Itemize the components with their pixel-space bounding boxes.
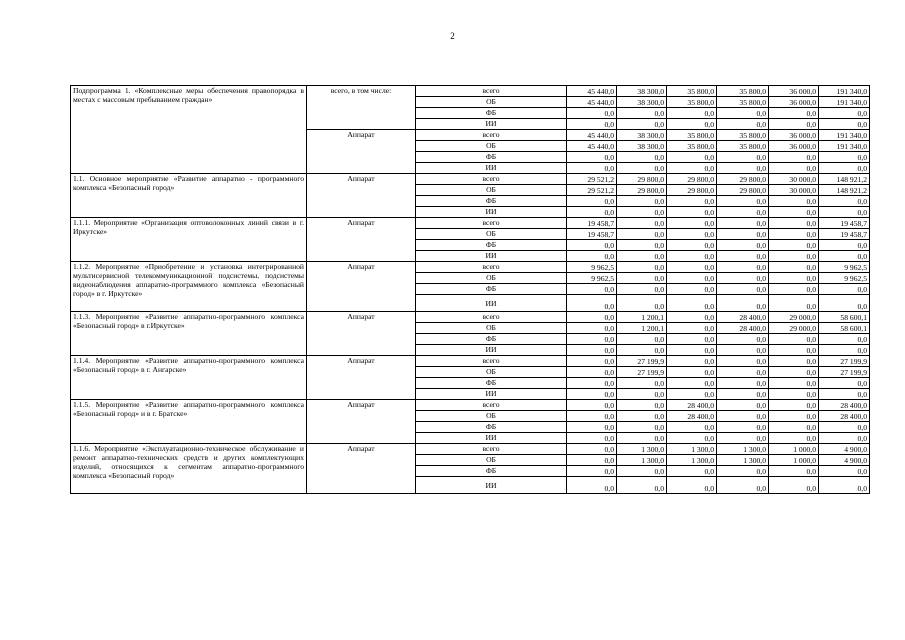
total-amount-cell: 0,0: [819, 334, 870, 345]
amount-cell: 0,0: [717, 389, 769, 400]
funding-source-cell: ИИ: [416, 389, 567, 400]
amount-cell: 19 458,7: [567, 229, 617, 240]
amount-cell: 0,0: [667, 284, 717, 295]
activity-name-cell: 1.1.5. Мероприятие «Развитие аппаратно-программного комплекса «Безопасный город» и в г. Братске»: [71, 400, 307, 444]
amount-cell: 0,0: [769, 196, 819, 207]
amount-cell: 0,0: [769, 367, 819, 378]
amount-cell: 0,0: [567, 284, 617, 295]
amount-cell: 29 800,0: [617, 185, 667, 196]
total-amount-cell: 28 400,0: [819, 400, 870, 411]
amount-cell: 0,0: [567, 433, 617, 444]
amount-cell: 0,0: [717, 422, 769, 433]
total-amount-cell: 0,0: [819, 345, 870, 356]
amount-cell: 0,0: [717, 400, 769, 411]
funding-source-cell: ОБ: [416, 185, 567, 196]
amount-cell: 29 000,0: [769, 312, 819, 323]
total-amount-cell: 0,0: [819, 389, 870, 400]
total-amount-cell: 148 921,2: [819, 185, 870, 196]
amount-cell: 0,0: [769, 356, 819, 367]
total-amount-cell: 19 458,7: [819, 218, 870, 229]
total-amount-cell: 191 340,0: [819, 86, 870, 97]
table-row: [71, 356, 870, 367]
amount-cell: 0,0: [617, 207, 667, 218]
funding-source-cell: всего: [416, 218, 567, 229]
amount-cell: 0,0: [717, 163, 769, 174]
responsible-cell: Аппарат: [307, 218, 416, 262]
funding-source-cell: ИИ: [416, 295, 567, 312]
page-number: 2: [450, 31, 455, 41]
amount-cell: 0,0: [717, 273, 769, 284]
amount-cell: 0,0: [617, 389, 667, 400]
funding-source-cell: всего: [416, 174, 567, 185]
amount-cell: 35 800,0: [717, 97, 769, 108]
amount-cell: 35 800,0: [667, 97, 717, 108]
amount-cell: 29 800,0: [617, 174, 667, 185]
amount-cell: 0,0: [717, 284, 769, 295]
amount-cell: 0,0: [667, 295, 717, 312]
amount-cell: 45 440,0: [567, 86, 617, 97]
amount-cell: 1 300,0: [717, 444, 769, 455]
amount-cell: 0,0: [567, 444, 617, 455]
activity-name-cell: 1.1. Основное мероприятие «Развитие аппаратно - программного комплекса «Безопасный город»: [71, 174, 307, 218]
amount-cell: 0,0: [769, 400, 819, 411]
funding-source-cell: ОБ: [416, 229, 567, 240]
amount-cell: 0,0: [717, 411, 769, 422]
amount-cell: 0,0: [769, 119, 819, 130]
amount-cell: 0,0: [617, 433, 667, 444]
amount-cell: 0,0: [769, 295, 819, 312]
total-amount-cell: 0,0: [819, 378, 870, 389]
activity-name-cell: 1.1.4. Мероприятие «Развитие аппаратно-программного комплекса «Безопасный город» в г. Ангарске»: [71, 356, 307, 400]
amount-cell: 0,0: [667, 367, 717, 378]
amount-cell: 45 440,0: [567, 141, 617, 152]
amount-cell: 0,0: [567, 295, 617, 312]
amount-cell: 0,0: [667, 323, 717, 334]
funding-source-cell: всего: [416, 444, 567, 455]
funding-source-cell: ОБ: [416, 97, 567, 108]
amount-cell: 29 800,0: [667, 185, 717, 196]
amount-cell: 38 300,0: [617, 86, 667, 97]
funding-table: [70, 85, 870, 494]
funding-source-cell: ФБ: [416, 152, 567, 163]
amount-cell: 0,0: [717, 119, 769, 130]
amount-cell: 1 000,0: [769, 455, 819, 466]
amount-cell: 0,0: [617, 334, 667, 345]
total-amount-cell: 0,0: [819, 477, 870, 494]
table-row: [71, 400, 870, 411]
total-amount-cell: 0,0: [819, 119, 870, 130]
funding-source-cell: ИИ: [416, 207, 567, 218]
amount-cell: 0,0: [667, 356, 717, 367]
amount-cell: 0,0: [717, 295, 769, 312]
amount-cell: 28 400,0: [667, 411, 717, 422]
amount-cell: 30 000,0: [769, 185, 819, 196]
amount-cell: 36 000,0: [769, 97, 819, 108]
responsible-cell: Аппарат: [307, 444, 416, 494]
funding-source-cell: ФБ: [416, 422, 567, 433]
amount-cell: 0,0: [769, 389, 819, 400]
amount-cell: 0,0: [617, 152, 667, 163]
total-amount-cell: 191 340,0: [819, 130, 870, 141]
funding-source-cell: ИИ: [416, 251, 567, 262]
total-amount-cell: 0,0: [819, 152, 870, 163]
amount-cell: 0,0: [567, 389, 617, 400]
amount-cell: 0,0: [617, 108, 667, 119]
activity-name-cell: 1.1.6. Мероприятие «Эксплуатационно-техническое обслуживание и ремонт аппаратно-технических средств и других комплектующих изделий, относящихся к сегментам аппаратно-программного комплекса «Безопасный город»: [71, 444, 307, 494]
amount-cell: 0,0: [617, 196, 667, 207]
amount-cell: 38 300,0: [617, 130, 667, 141]
amount-cell: 1 000,0: [769, 444, 819, 455]
amount-cell: 0,0: [567, 207, 617, 218]
amount-cell: 9 962,5: [567, 262, 617, 273]
amount-cell: 0,0: [717, 196, 769, 207]
funding-source-cell: ОБ: [416, 273, 567, 284]
table-row: [71, 174, 870, 185]
total-amount-cell: 191 340,0: [819, 97, 870, 108]
amount-cell: 0,0: [567, 312, 617, 323]
amount-cell: 0,0: [667, 312, 717, 323]
amount-cell: 1 300,0: [667, 444, 717, 455]
amount-cell: 0,0: [667, 119, 717, 130]
amount-cell: 0,0: [617, 477, 667, 494]
amount-cell: 35 800,0: [717, 130, 769, 141]
amount-cell: 0,0: [667, 433, 717, 444]
amount-cell: 1 300,0: [617, 444, 667, 455]
amount-cell: 35 800,0: [667, 130, 717, 141]
amount-cell: 0,0: [717, 240, 769, 251]
total-amount-cell: 4 900,0: [819, 455, 870, 466]
amount-cell: 29 521,2: [567, 185, 617, 196]
total-amount-cell: 0,0: [819, 251, 870, 262]
amount-cell: 38 300,0: [617, 141, 667, 152]
amount-cell: 29 521,2: [567, 174, 617, 185]
total-amount-cell: 19 458,7: [819, 229, 870, 240]
amount-cell: 0,0: [769, 262, 819, 273]
amount-cell: 0,0: [617, 218, 667, 229]
amount-cell: 0,0: [617, 119, 667, 130]
amount-cell: 30 000,0: [769, 174, 819, 185]
amount-cell: 0,0: [717, 345, 769, 356]
amount-cell: 0,0: [617, 466, 667, 477]
amount-cell: 29 800,0: [717, 174, 769, 185]
amount-cell: 1 200,1: [617, 323, 667, 334]
total-amount-cell: 0,0: [819, 284, 870, 295]
amount-cell: 0,0: [769, 334, 819, 345]
amount-cell: 1 300,0: [717, 455, 769, 466]
funding-source-cell: ФБ: [416, 378, 567, 389]
amount-cell: 29 000,0: [769, 323, 819, 334]
amount-cell: 0,0: [567, 240, 617, 251]
responsible-cell: Аппарат: [307, 356, 416, 400]
funding-source-cell: всего: [416, 86, 567, 97]
table-row: [71, 262, 870, 273]
amount-cell: 0,0: [567, 466, 617, 477]
amount-cell: 0,0: [717, 251, 769, 262]
amount-cell: 0,0: [567, 400, 617, 411]
funding-source-cell: ИИ: [416, 119, 567, 130]
responsible-cell: всего, в том числе:: [307, 86, 416, 130]
funding-source-cell: ОБ: [416, 367, 567, 378]
amount-cell: 0,0: [769, 218, 819, 229]
amount-cell: 0,0: [617, 240, 667, 251]
amount-cell: 0,0: [769, 378, 819, 389]
amount-cell: 0,0: [667, 196, 717, 207]
amount-cell: 0,0: [567, 163, 617, 174]
amount-cell: 45 440,0: [567, 97, 617, 108]
total-amount-cell: 0,0: [819, 163, 870, 174]
amount-cell: 38 300,0: [617, 97, 667, 108]
amount-cell: 0,0: [667, 229, 717, 240]
total-amount-cell: 191 340,0: [819, 141, 870, 152]
amount-cell: 0,0: [567, 334, 617, 345]
total-amount-cell: 0,0: [819, 108, 870, 119]
amount-cell: 0,0: [567, 356, 617, 367]
amount-cell: 0,0: [617, 251, 667, 262]
amount-cell: 0,0: [717, 356, 769, 367]
amount-cell: 0,0: [769, 284, 819, 295]
funding-source-cell: всего: [416, 312, 567, 323]
activity-name-cell: 1.1.1. Мероприятие «Организация оптоволоконных линий связи в г. Иркутске»: [71, 218, 307, 262]
funding-source-cell: всего: [416, 356, 567, 367]
amount-cell: 27 199,9: [617, 356, 667, 367]
amount-cell: 29 800,0: [717, 185, 769, 196]
amount-cell: 0,0: [617, 273, 667, 284]
total-amount-cell: 27 199,9: [819, 367, 870, 378]
total-amount-cell: 4 900,0: [819, 444, 870, 455]
total-amount-cell: 0,0: [819, 240, 870, 251]
amount-cell: 0,0: [769, 207, 819, 218]
amount-cell: 19 458,7: [567, 218, 617, 229]
amount-cell: 0,0: [567, 152, 617, 163]
funding-source-cell: ОБ: [416, 411, 567, 422]
amount-cell: 0,0: [567, 367, 617, 378]
amount-cell: 0,0: [769, 433, 819, 444]
funding-source-cell: ФБ: [416, 466, 567, 477]
amount-cell: 0,0: [769, 466, 819, 477]
amount-cell: 0,0: [567, 422, 617, 433]
total-amount-cell: 0,0: [819, 207, 870, 218]
amount-cell: 0,0: [567, 345, 617, 356]
responsible-cell: Аппарат: [307, 262, 416, 312]
responsible-cell: Аппарат: [307, 174, 416, 218]
amount-cell: 0,0: [667, 477, 717, 494]
amount-cell: 1 200,1: [617, 312, 667, 323]
total-amount-cell: 0,0: [819, 433, 870, 444]
amount-cell: 0,0: [567, 477, 617, 494]
amount-cell: 0,0: [717, 207, 769, 218]
total-amount-cell: 0,0: [819, 295, 870, 312]
amount-cell: 27 199,9: [617, 367, 667, 378]
amount-cell: 0,0: [617, 345, 667, 356]
amount-cell: 0,0: [567, 455, 617, 466]
amount-cell: 0,0: [717, 218, 769, 229]
amount-cell: 9 962,5: [567, 273, 617, 284]
responsible-cell: Аппарат: [307, 312, 416, 356]
amount-cell: 0,0: [667, 334, 717, 345]
funding-source-cell: ИИ: [416, 477, 567, 494]
amount-cell: 0,0: [717, 378, 769, 389]
amount-cell: 0,0: [717, 477, 769, 494]
amount-cell: 0,0: [717, 433, 769, 444]
amount-cell: 0,0: [567, 108, 617, 119]
amount-cell: 0,0: [769, 240, 819, 251]
table-row: [71, 218, 870, 229]
amount-cell: 0,0: [717, 152, 769, 163]
funding-source-cell: ИИ: [416, 345, 567, 356]
amount-cell: 1 300,0: [617, 455, 667, 466]
amount-cell: 0,0: [617, 262, 667, 273]
amount-cell: 36 000,0: [769, 141, 819, 152]
amount-cell: 0,0: [617, 411, 667, 422]
funding-table-body: [71, 86, 870, 494]
amount-cell: 0,0: [717, 367, 769, 378]
amount-cell: 0,0: [567, 378, 617, 389]
amount-cell: 0,0: [717, 466, 769, 477]
amount-cell: 0,0: [567, 323, 617, 334]
table-row: [71, 444, 870, 455]
amount-cell: 35 800,0: [667, 86, 717, 97]
amount-cell: 0,0: [667, 422, 717, 433]
amount-cell: 0,0: [717, 229, 769, 240]
amount-cell: 0,0: [769, 108, 819, 119]
amount-cell: 0,0: [769, 251, 819, 262]
funding-source-cell: ИИ: [416, 163, 567, 174]
funding-source-cell: всего: [416, 130, 567, 141]
amount-cell: 0,0: [769, 273, 819, 284]
total-amount-cell: 0,0: [819, 422, 870, 433]
funding-source-cell: ОБ: [416, 323, 567, 334]
amount-cell: 45 440,0: [567, 130, 617, 141]
responsible-cell: Аппарат: [307, 400, 416, 444]
amount-cell: 0,0: [667, 389, 717, 400]
amount-cell: 0,0: [769, 229, 819, 240]
funding-source-cell: ФБ: [416, 196, 567, 207]
amount-cell: 28 400,0: [667, 400, 717, 411]
amount-cell: 35 800,0: [717, 86, 769, 97]
amount-cell: 0,0: [667, 251, 717, 262]
amount-cell: 0,0: [667, 466, 717, 477]
amount-cell: 29 800,0: [667, 174, 717, 185]
funding-source-cell: ФБ: [416, 284, 567, 295]
total-amount-cell: 148 921,2: [819, 174, 870, 185]
amount-cell: 0,0: [567, 196, 617, 207]
amount-cell: 0,0: [667, 152, 717, 163]
amount-cell: 0,0: [567, 251, 617, 262]
amount-cell: 0,0: [567, 119, 617, 130]
amount-cell: 0,0: [667, 345, 717, 356]
amount-cell: 0,0: [769, 477, 819, 494]
amount-cell: 0,0: [667, 262, 717, 273]
amount-cell: 0,0: [667, 240, 717, 251]
amount-cell: 0,0: [667, 207, 717, 218]
total-amount-cell: 0,0: [819, 196, 870, 207]
amount-cell: 1 300,0: [667, 455, 717, 466]
amount-cell: 0,0: [617, 400, 667, 411]
amount-cell: 0,0: [617, 422, 667, 433]
amount-cell: 0,0: [617, 295, 667, 312]
amount-cell: 0,0: [769, 152, 819, 163]
activity-name-cell: Подпрограмма 1. «Комплексные меры обеспечения правопорядка в местах с массовым пребыванием граждан»: [71, 86, 307, 174]
amount-cell: 0,0: [667, 378, 717, 389]
total-amount-cell: 58 600,1: [819, 312, 870, 323]
amount-cell: 36 000,0: [769, 86, 819, 97]
amount-cell: 0,0: [717, 108, 769, 119]
amount-cell: 0,0: [617, 163, 667, 174]
activity-name-cell: 1.1.3. Мероприятие «Развитие аппаратно-программного комплекса «Безопасный город» в г.Иркутске»: [71, 312, 307, 356]
total-amount-cell: 0,0: [819, 466, 870, 477]
amount-cell: 28 400,0: [717, 323, 769, 334]
amount-cell: 28 400,0: [717, 312, 769, 323]
amount-cell: 0,0: [667, 218, 717, 229]
funding-source-cell: всего: [416, 262, 567, 273]
total-amount-cell: 28 400,0: [819, 411, 870, 422]
funding-source-cell: всего: [416, 400, 567, 411]
activity-name-cell: 1.1.2. Мероприятие «Приобретение и установка интегрированной мультисервисной телекоммуникационной подсистемы, подсистемы видеонаблюдения аппаратно-программного комплекса «Безопасный город» в г. Иркутске»: [71, 262, 307, 312]
amount-cell: 0,0: [769, 411, 819, 422]
amount-cell: 0,0: [567, 411, 617, 422]
amount-cell: 0,0: [617, 284, 667, 295]
total-amount-cell: 9 962,5: [819, 273, 870, 284]
amount-cell: 35 800,0: [667, 141, 717, 152]
table-row: [71, 86, 870, 97]
amount-cell: 0,0: [667, 163, 717, 174]
amount-cell: 0,0: [667, 108, 717, 119]
responsible-cell: Аппарат: [307, 130, 416, 174]
funding-source-cell: ИИ: [416, 433, 567, 444]
total-amount-cell: 58 600,1: [819, 323, 870, 334]
funding-source-cell: ФБ: [416, 334, 567, 345]
amount-cell: 35 800,0: [717, 141, 769, 152]
total-amount-cell: 27 199,9: [819, 356, 870, 367]
funding-source-cell: ФБ: [416, 108, 567, 119]
amount-cell: 0,0: [617, 378, 667, 389]
funding-source-cell: ОБ: [416, 141, 567, 152]
amount-cell: 0,0: [717, 262, 769, 273]
amount-cell: 0,0: [617, 229, 667, 240]
amount-cell: 36 000,0: [769, 130, 819, 141]
amount-cell: 0,0: [717, 334, 769, 345]
amount-cell: 0,0: [667, 273, 717, 284]
amount-cell: 0,0: [769, 345, 819, 356]
total-amount-cell: 9 962,5: [819, 262, 870, 273]
amount-cell: 0,0: [769, 422, 819, 433]
funding-source-cell: ФБ: [416, 240, 567, 251]
table-row: [71, 312, 870, 323]
amount-cell: 0,0: [769, 163, 819, 174]
funding-source-cell: ОБ: [416, 455, 567, 466]
